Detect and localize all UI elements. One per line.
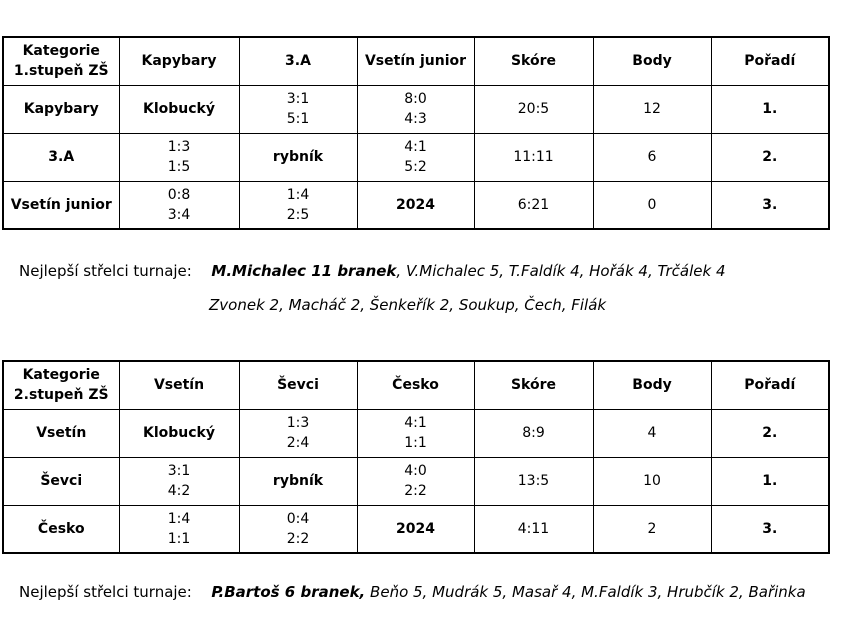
match-cell [239, 505, 357, 553]
match-result: 4:1 [404, 139, 427, 155]
score-cell: 8:9 [474, 409, 593, 457]
column-header-text: Ševci [277, 377, 319, 394]
match-result: 2024 [396, 520, 435, 537]
match-result: 0:4 [286, 510, 310, 527]
column-header-text: 3.A [285, 53, 311, 70]
column-header-text: Vsetín [153, 377, 205, 394]
column-header [357, 361, 474, 409]
table-row [3, 133, 829, 181]
match-result: 4:0 [404, 463, 427, 479]
match-cell [357, 409, 474, 457]
points-cell: 12 [593, 85, 711, 133]
match-cell [119, 409, 239, 457]
column-header-text: Pořadí [744, 53, 796, 70]
team-name: Kapybary [3, 85, 119, 133]
match-result: 5:2 [404, 159, 427, 175]
column-header-text: 1.stupeň ZŠ [13, 63, 109, 80]
match-result: 4:1 [404, 415, 427, 431]
match-cell [119, 457, 239, 505]
score-cell: 6:21 [474, 181, 593, 229]
match-result: 1:5 [167, 159, 191, 175]
column-header-text: 2.stupeň ZŠ [13, 387, 109, 404]
team-name: Česko [3, 505, 119, 553]
match-cell [357, 457, 474, 505]
match-result: 0:8 [167, 186, 191, 203]
column-header-text: Body [632, 377, 672, 394]
team-name: Ševci [3, 457, 119, 505]
points-cell: 6 [593, 133, 711, 181]
match-result: 5:1 [286, 111, 310, 127]
column-header-text: Vsetín junior [364, 53, 467, 70]
table-row [3, 505, 829, 553]
score-cell: 20:5 [474, 85, 593, 133]
column-header [474, 37, 593, 85]
match-cell [357, 181, 474, 229]
match-result: 1:3 [286, 415, 310, 431]
top-scorers-1 [19, 262, 726, 280]
match-result: 3:1 [167, 463, 191, 479]
column-header [119, 361, 239, 409]
match-result: rybník [272, 473, 324, 489]
match-cell [357, 133, 474, 181]
match-result: 2024 [396, 196, 435, 213]
results-table-2 [2, 360, 830, 554]
match-result: 4:2 [167, 483, 191, 499]
table-row [3, 457, 829, 505]
match-result: 1:1 [404, 435, 427, 451]
match-cell [239, 457, 357, 505]
column-header-text: Body [632, 53, 672, 70]
rank-cell: 2. [711, 133, 829, 181]
match-cell [119, 505, 239, 553]
column-header [239, 361, 357, 409]
column-header-text: Pořadí [744, 377, 796, 394]
match-cell [239, 85, 357, 133]
rank-cell: 1. [711, 85, 829, 133]
column-header [474, 361, 593, 409]
column-header [593, 37, 711, 85]
top-scorer: P.Bartoš 6 branek, [211, 583, 366, 601]
top-scorers-label: Nejlepší střelci turnaje: [19, 583, 192, 601]
column-header [3, 37, 119, 85]
match-result: 8:0 [404, 91, 427, 107]
match-result: Klobucký [143, 101, 215, 117]
match-result: 1:3 [167, 139, 191, 155]
column-header-text: Česko [392, 377, 439, 394]
column-header-text: Skóre [510, 377, 557, 394]
column-header [711, 37, 829, 85]
other-scorers: Beňo 5, Mudrák 5, Masař 4, M.Faldík 3, Hrubčík 2, Bařinka [370, 583, 806, 601]
column-header [593, 361, 711, 409]
column-header [3, 361, 119, 409]
match-cell [119, 133, 239, 181]
column-header [119, 37, 239, 85]
team-name: Vsetín [3, 409, 119, 457]
header-row [3, 37, 829, 85]
points-cell: 10 [593, 457, 711, 505]
match-result: 1:1 [167, 530, 191, 547]
match-result: 1:4 [167, 510, 191, 527]
match-cell [357, 85, 474, 133]
team-name: Vsetín junior [3, 181, 119, 229]
points-cell: 4 [593, 409, 711, 457]
top-scorer: M.Michalec 11 branek [211, 262, 397, 280]
match-result: 2:5 [286, 206, 310, 223]
match-cell [119, 85, 239, 133]
score-cell: 13:5 [474, 457, 593, 505]
points-cell: 2 [593, 505, 711, 553]
team-name: 3.A [3, 133, 119, 181]
results-table-1 [2, 36, 830, 230]
match-result: 2:4 [286, 435, 310, 451]
header-row [3, 361, 829, 409]
other-scorers: , V.Michalec 5, T.Faldík 4, Hořák 4, Trčálek 4 [396, 262, 726, 280]
match-result: 3:1 [286, 91, 310, 107]
table-row [3, 85, 829, 133]
match-cell [239, 409, 357, 457]
top-scorers-label: Nejlepší střelci turnaje: [19, 262, 192, 280]
score-cell: 11:11 [474, 133, 593, 181]
match-cell [239, 133, 357, 181]
match-result: 4:3 [404, 111, 427, 127]
points-cell: 0 [593, 181, 711, 229]
rank-cell: 1. [711, 457, 829, 505]
top-scorers-1-line2 [209, 296, 606, 314]
column-header-text: Kapybary [141, 53, 217, 70]
match-result: Klobucký [143, 425, 215, 441]
match-cell [239, 181, 357, 229]
column-header-text: Kategorie [22, 367, 100, 384]
other-scorers-line2: Zvonek 2, Macháč 2, Šenkeřík 2, Soukup, Čech, Filák [209, 296, 607, 314]
column-header [711, 361, 829, 409]
score-cell: 4:11 [474, 505, 593, 553]
rank-cell: 3. [711, 181, 829, 229]
table-row [3, 409, 829, 457]
match-cell [119, 181, 239, 229]
column-header [357, 37, 474, 85]
match-result: 2:2 [286, 530, 310, 547]
match-result: 2:2 [404, 483, 427, 499]
column-header-text: Skóre [510, 53, 557, 70]
column-header-text: Kategorie [22, 43, 100, 60]
rank-cell: 2. [711, 409, 829, 457]
match-cell [357, 505, 474, 553]
top-scorers-2 [19, 583, 806, 601]
match-result: rybník [272, 149, 324, 165]
rank-cell: 3. [711, 505, 829, 553]
match-result: 3:4 [167, 206, 191, 223]
column-header [239, 37, 357, 85]
table-row [3, 181, 829, 229]
match-result: 1:4 [286, 186, 310, 203]
